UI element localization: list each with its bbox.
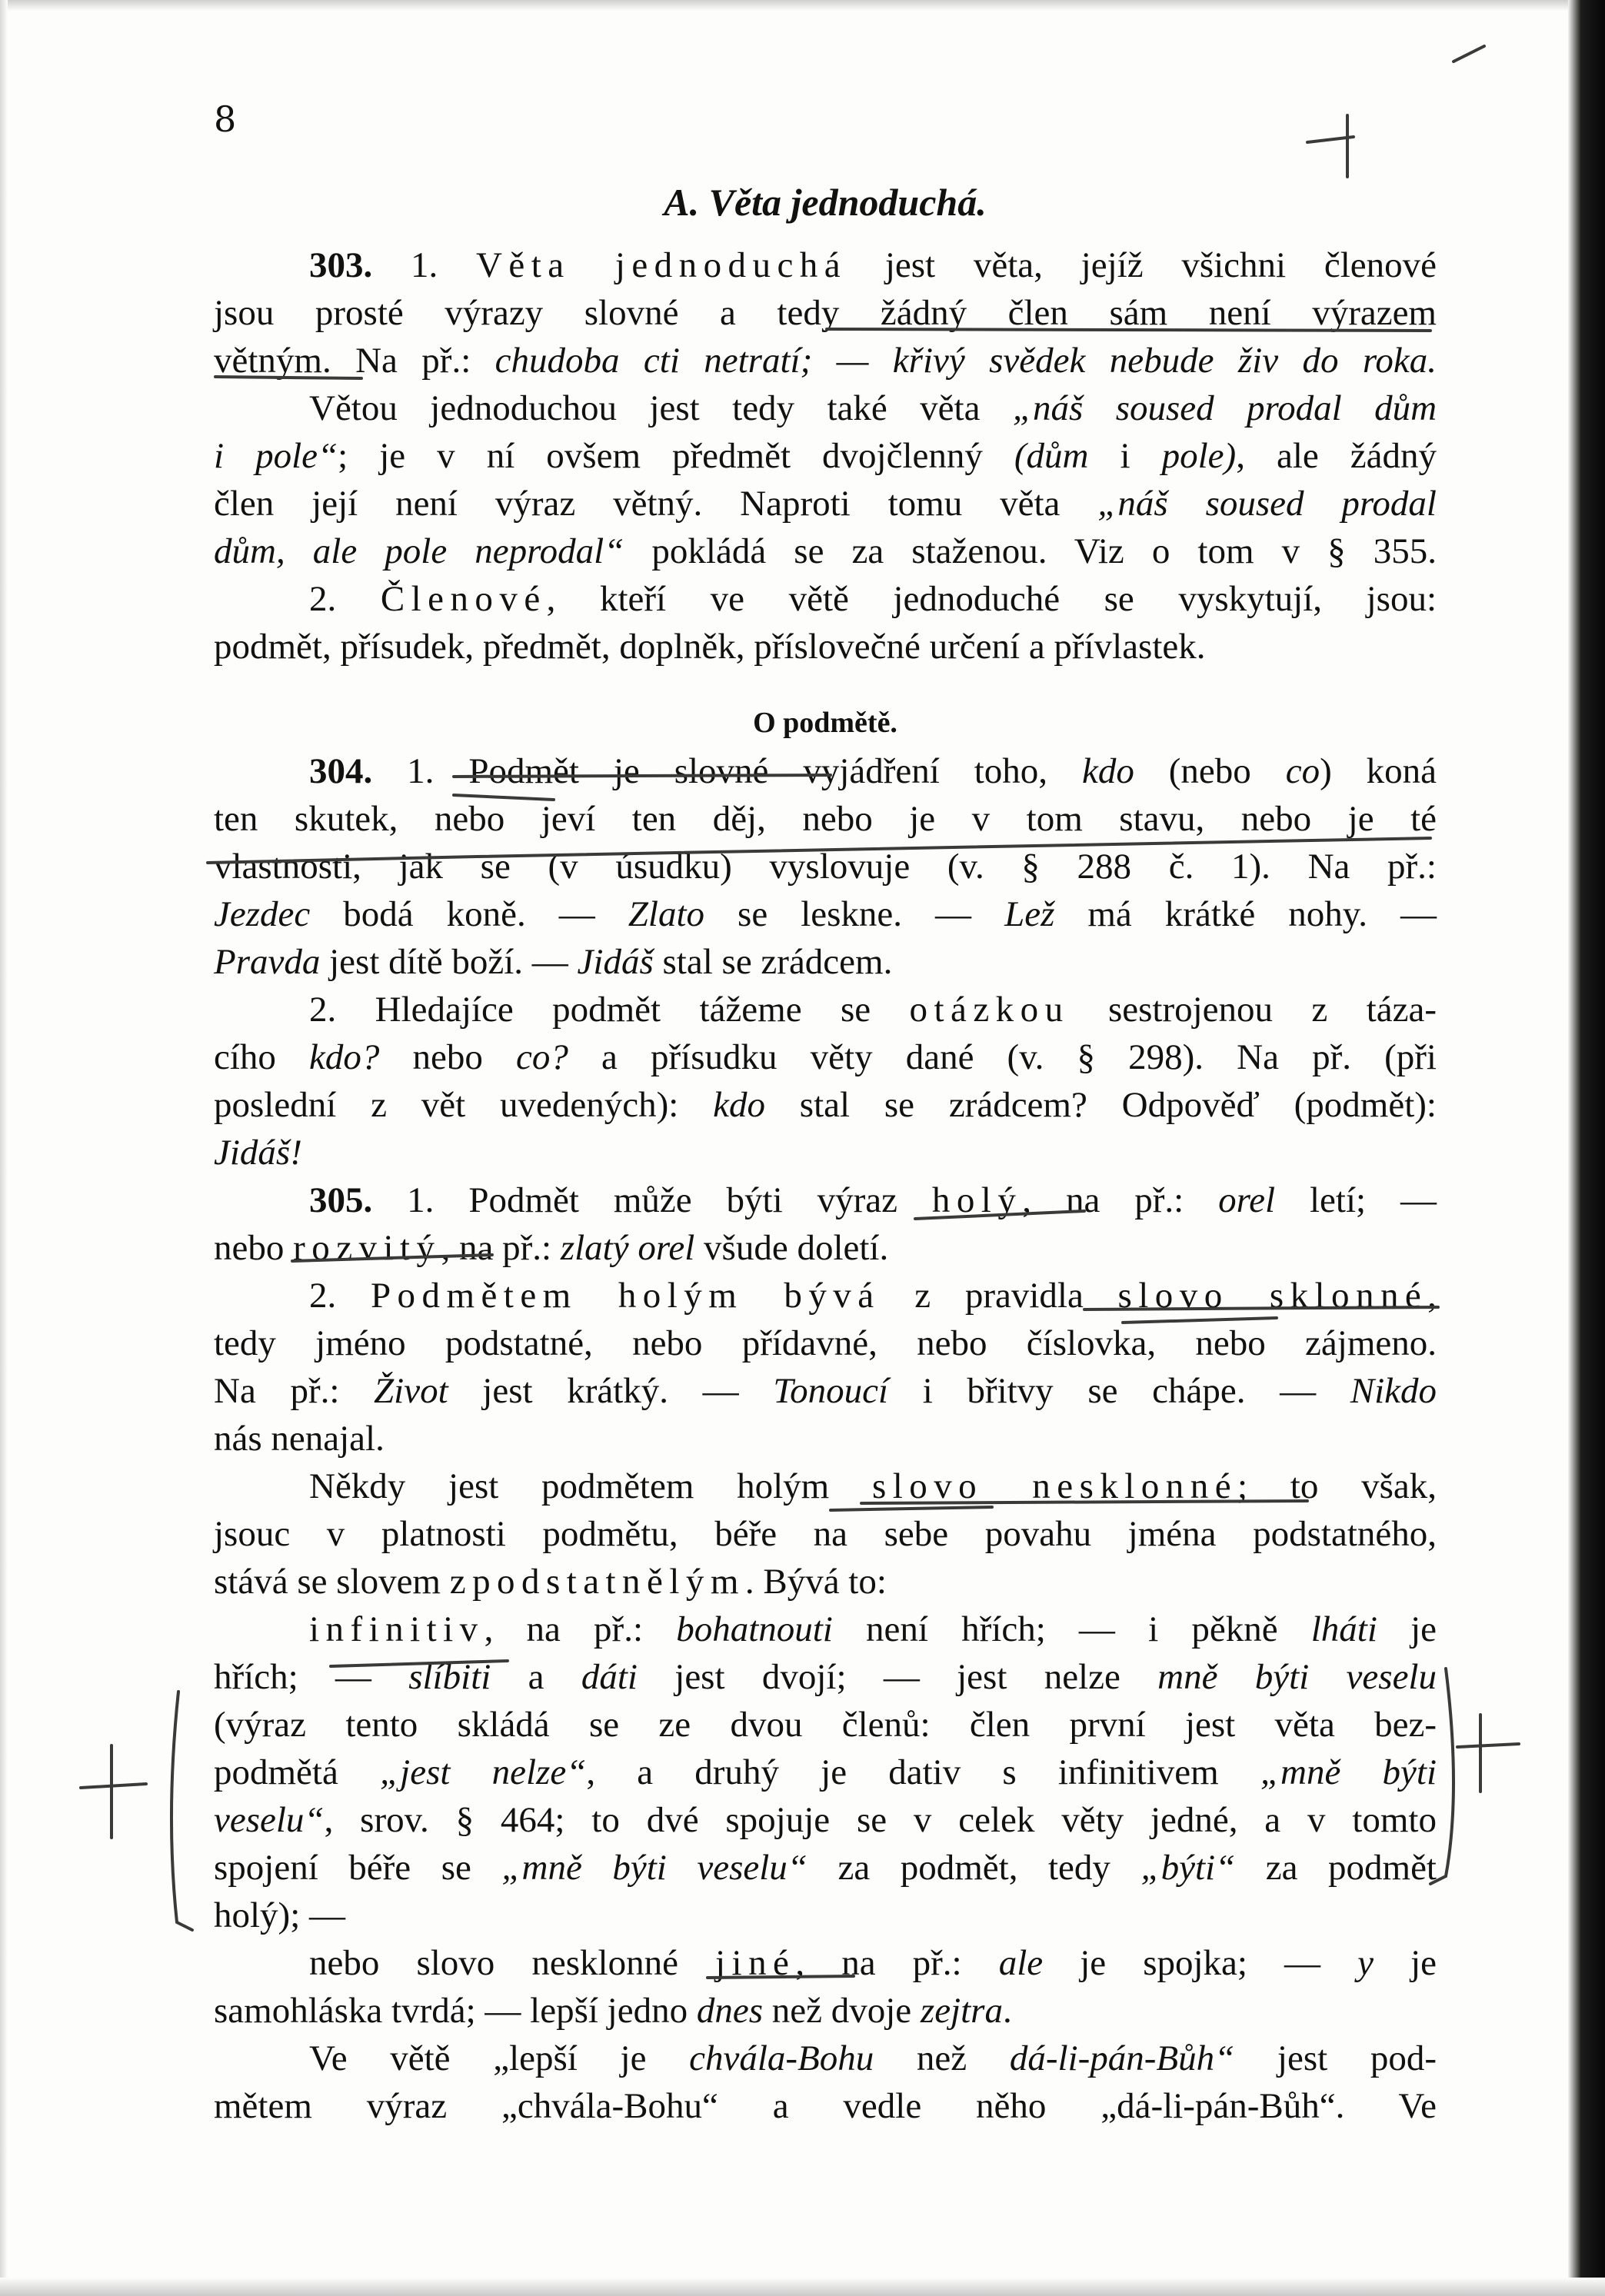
text-run: pokládá se za staženou. Viz o tom v § 355. xyxy=(624,531,1437,571)
text-run: (výraz tento skládá se ze dvou členů: člen první jest věta bez- xyxy=(214,1705,1437,1745)
text-run: , na př.: xyxy=(795,1943,999,1983)
text-run: y xyxy=(1357,1943,1374,1983)
text-run: je xyxy=(1374,1943,1437,1983)
text-line xyxy=(214,1987,1437,2035)
text-run: větným. Na př.: xyxy=(214,341,495,381)
text-run: Zlato xyxy=(628,894,705,934)
text-run: jiné xyxy=(715,1943,796,1983)
text-run: z pravidla xyxy=(880,1276,1118,1316)
scan-edge-bottom xyxy=(0,2278,1605,2296)
text-run: tedy jméno podstatné, nebo přídavné, nebo číslovka, nebo zájmeno. xyxy=(214,1323,1437,1363)
text-run: ten skutek, nebo jeví ten děj, nebo je v tom stavu, nebo je té xyxy=(214,799,1437,839)
text-run: Někdy jest podmětem holým xyxy=(309,1466,872,1506)
text-run: zejtra xyxy=(920,1991,1003,2031)
text-run: dáti xyxy=(581,1657,638,1697)
text-line xyxy=(214,2082,1437,2130)
text-run: stal se zrádcem. xyxy=(653,942,893,982)
text-line xyxy=(214,1176,1437,1224)
text-run: 1. Podmět může býti výraz xyxy=(372,1180,932,1220)
plus-mark xyxy=(1457,1744,1519,1747)
text-run: Větou jednoduchou jest tedy také věta xyxy=(309,388,1013,428)
text-run: . xyxy=(1002,1991,1012,2031)
text-run: , na př.: xyxy=(1022,1180,1219,1220)
text-run: , kteří ve větě jednoduché se vyskytují, jsou: xyxy=(546,579,1437,619)
text-run: 2. Hledajíce podmět tážeme se xyxy=(309,990,910,1030)
text-line xyxy=(214,1844,1437,1892)
text-line xyxy=(214,795,1437,843)
text-run: kdo? xyxy=(309,1037,380,1077)
text-run: „mně býti xyxy=(1260,1752,1437,1792)
text-line xyxy=(214,938,1437,986)
text-run: 2. xyxy=(309,579,381,619)
text-run: 304. xyxy=(309,751,373,791)
text-line xyxy=(214,1606,1437,1653)
text-line xyxy=(214,1033,1437,1081)
text-run: holý); — xyxy=(214,1895,346,1935)
text-run: orel xyxy=(1218,1180,1276,1220)
text-run: dá-li-pán-Bůh“ xyxy=(1009,2038,1235,2078)
text-line xyxy=(214,2035,1437,2082)
text-run: kdo xyxy=(713,1085,765,1125)
section-title: A. Věta jednoduchá. xyxy=(664,181,987,224)
text-run: Na př.: xyxy=(214,1371,375,1411)
text-run: „náš soused prodal xyxy=(1097,484,1437,524)
text-line xyxy=(214,1892,1437,1939)
text-run: co? xyxy=(516,1037,568,1077)
text-run: dnes xyxy=(696,1991,764,2031)
text-run: . Bývá to: xyxy=(744,1562,887,1602)
text-run: otázkou xyxy=(909,990,1070,1030)
text-run: jsouc v platnosti podmětu, béře na sebe povahu jména podstatného, xyxy=(214,1514,1437,1554)
text-run: je spojka; — xyxy=(1043,1943,1358,1983)
text-line xyxy=(214,623,1437,670)
text-run: Lež xyxy=(1004,894,1055,934)
text-run: Jidáš xyxy=(577,942,654,982)
text-run: zpodstatnělým xyxy=(449,1562,745,1602)
text-run: za podmět xyxy=(1235,1848,1437,1888)
text-run: má krátké nohy. — xyxy=(1054,894,1437,934)
text-line xyxy=(214,747,1437,795)
text-run: stal se zrádcem? Odpověď (podmět): xyxy=(764,1085,1437,1125)
text-run: než dvoje xyxy=(763,1991,921,2031)
text-run: (nebo xyxy=(1134,751,1286,791)
text-run: 303. xyxy=(309,245,373,285)
text-run: člen její není výraz větný. Naproti tomu věta xyxy=(214,484,1098,524)
text-run: všude doletí. xyxy=(694,1228,889,1268)
text-run: a xyxy=(491,1657,581,1697)
text-run: Nikdo xyxy=(1350,1371,1437,1411)
text-run: mětem výraz „chvála-Bohu“ a vedle něho „dá-li-pán-Bůh“. Ve xyxy=(214,2086,1437,2126)
text-run: se leskne. — xyxy=(704,894,1005,934)
text-run: letí; — xyxy=(1275,1180,1437,1220)
text-line xyxy=(214,1129,1437,1176)
text-run: co xyxy=(1285,751,1320,791)
text-run: není hřích; — i pěkně xyxy=(832,1609,1311,1649)
bracket-mark xyxy=(171,1692,192,1930)
text-run: , srov. § 464; to dvé spojuje se v celek věty jedné, a v tomto xyxy=(324,1800,1437,1840)
text-run: jest věta, jejíž všichni členové xyxy=(847,245,1437,285)
text-line xyxy=(214,1462,1437,1510)
text-run: a přísudku věty dané (v. § 298). Na př. (při xyxy=(568,1037,1437,1077)
text-run: hřích; — xyxy=(214,1657,409,1697)
text-run: , xyxy=(1427,1276,1437,1316)
text-run: nebo xyxy=(214,1228,294,1268)
plus-mark xyxy=(81,1784,146,1788)
page-number: 8 xyxy=(214,98,237,140)
text-run: , na př.: xyxy=(484,1609,677,1649)
text-run: bodá koně. — xyxy=(310,894,628,934)
text-line xyxy=(214,527,1437,575)
text-run: Jezdec xyxy=(214,894,311,934)
text-run: za podmět, tedy xyxy=(807,1848,1141,1888)
text-line xyxy=(214,1701,1437,1749)
text-line xyxy=(214,843,1437,890)
text-line xyxy=(214,1653,1437,1701)
text-run: ) koná xyxy=(1320,751,1437,791)
scan-edge-left xyxy=(0,0,8,2296)
text-line xyxy=(214,480,1437,527)
text-run: Život xyxy=(374,1371,448,1411)
text-run: lháti xyxy=(1310,1609,1377,1649)
text-run: „náš soused prodal dům xyxy=(1012,388,1437,428)
text-run: cího xyxy=(214,1037,310,1077)
text-run: stává se slovem xyxy=(214,1562,450,1602)
text-run: ; je v ní ovšem předmět dvojčlenný xyxy=(338,436,1014,476)
text-run: jest krátký. — xyxy=(448,1371,774,1411)
text-line xyxy=(214,241,1437,289)
text-run: nebo slovo nesklonné xyxy=(309,1943,716,1983)
subheading: O podmětě. xyxy=(753,707,897,739)
text-run: zlatý orel xyxy=(560,1228,695,1268)
text-run: sestrojenou z táza- xyxy=(1069,990,1437,1030)
text-run: podmětá xyxy=(214,1752,381,1792)
text-line xyxy=(214,1367,1437,1415)
text-line xyxy=(214,384,1437,432)
text-line xyxy=(214,1749,1437,1796)
text-run: , na př.: xyxy=(441,1228,561,1268)
text-run: je xyxy=(1377,1609,1437,1649)
text-run: chvála-Bohu xyxy=(689,2038,874,2078)
text-line xyxy=(214,1796,1437,1844)
text-run: nás nenajal. xyxy=(214,1419,385,1459)
text-run: jsou prosté výrazy slovné a tedy žádný člen sám není výrazem xyxy=(214,293,1437,333)
text-run: než xyxy=(874,2038,1010,2078)
text-run: slovo nesklonné xyxy=(871,1466,1238,1506)
text-run: slovo sklonné xyxy=(1117,1276,1428,1316)
text-run: Členové xyxy=(380,579,547,619)
text-run: bohatnouti xyxy=(676,1609,833,1649)
text-run: poslední z vět uvedených): xyxy=(214,1085,714,1125)
text-run: mně býti veselu xyxy=(1157,1657,1437,1697)
text-line xyxy=(214,1939,1437,1987)
text-line xyxy=(214,890,1437,938)
text-run: , a druhý je dativ s infinitivem xyxy=(586,1752,1260,1792)
text-run: „jest nelze“ xyxy=(380,1752,587,1792)
text-line xyxy=(214,1510,1437,1558)
text-run: 305. xyxy=(309,1180,373,1220)
text-run: Ve větě „lepší je xyxy=(309,2038,690,2078)
text-run: spojení béře se xyxy=(214,1848,502,1888)
text-run: Pravda xyxy=(214,942,321,982)
text-run: podmět, přísudek, předmět, doplněk, příslovečné určení a přívlastek. xyxy=(214,627,1206,667)
text-run: 1. Podmět je slovné vyjádření toho, xyxy=(372,751,1082,791)
text-line xyxy=(214,337,1437,384)
text-run: samohláska tvrdá; — lepší jedno xyxy=(214,1991,697,2031)
text-run: Jidáš! xyxy=(214,1133,302,1173)
text-run: jest pod- xyxy=(1234,2038,1437,2078)
text-run: rozvitý xyxy=(293,1228,441,1268)
text-line xyxy=(214,1224,1437,1272)
text-run: infinitiv xyxy=(309,1609,484,1649)
text-run: , ale žádný xyxy=(1236,436,1437,476)
text-run: Tonoucí xyxy=(773,1371,889,1411)
text-line xyxy=(214,986,1437,1033)
text-run: jest dvojí; — jest nelze xyxy=(637,1657,1158,1697)
text-run: i pole“ xyxy=(214,436,338,476)
text-run: i xyxy=(1088,436,1162,476)
text-line xyxy=(214,1319,1437,1367)
text-run: slíbiti xyxy=(408,1657,491,1697)
text-line xyxy=(214,1558,1437,1606)
pencil-mark xyxy=(1307,137,1354,142)
text-run: nebo xyxy=(379,1037,517,1077)
text-run: pole) xyxy=(1161,436,1237,476)
text-run: jest dítě boží. — xyxy=(320,942,578,982)
text-run: holý xyxy=(931,1180,1023,1220)
text-run: vlastnosti, jak se (v úsudku) vyslovuje (v. § 288 č. 1). Na př.: xyxy=(214,847,1437,887)
text-run: dům, ale pole neprodal“ xyxy=(214,531,624,571)
text-line xyxy=(214,289,1437,337)
text-line xyxy=(214,432,1437,480)
text-run: „mně býti veselu“ xyxy=(501,1848,807,1888)
text-run: Věta jednoduchá xyxy=(476,245,847,285)
text-run: (dům xyxy=(1014,436,1089,476)
text-line xyxy=(214,1272,1437,1319)
text-run: „býti“ xyxy=(1140,1848,1236,1888)
text-run: 2. xyxy=(309,1276,371,1316)
text-run: ale xyxy=(998,1943,1044,1983)
text-line xyxy=(214,1415,1437,1462)
text-run: chudoba cti netratí; — křivý svědek nebude živ do roka. xyxy=(494,341,1437,381)
text-run: 1. xyxy=(372,245,477,285)
text-run: veselu“ xyxy=(214,1800,325,1840)
text-line xyxy=(214,575,1437,623)
scan-edge-right xyxy=(1568,0,1605,2296)
text-run: i břitvy se chápe. — xyxy=(888,1371,1350,1411)
text-line xyxy=(214,1081,1437,1129)
text-run: kdo xyxy=(1081,751,1134,791)
text-run: ; to však, xyxy=(1237,1466,1437,1506)
scan-edge-top xyxy=(0,0,1605,11)
text-run: Podmětem holým bývá xyxy=(370,1276,881,1316)
pencil-mark xyxy=(1453,46,1484,62)
